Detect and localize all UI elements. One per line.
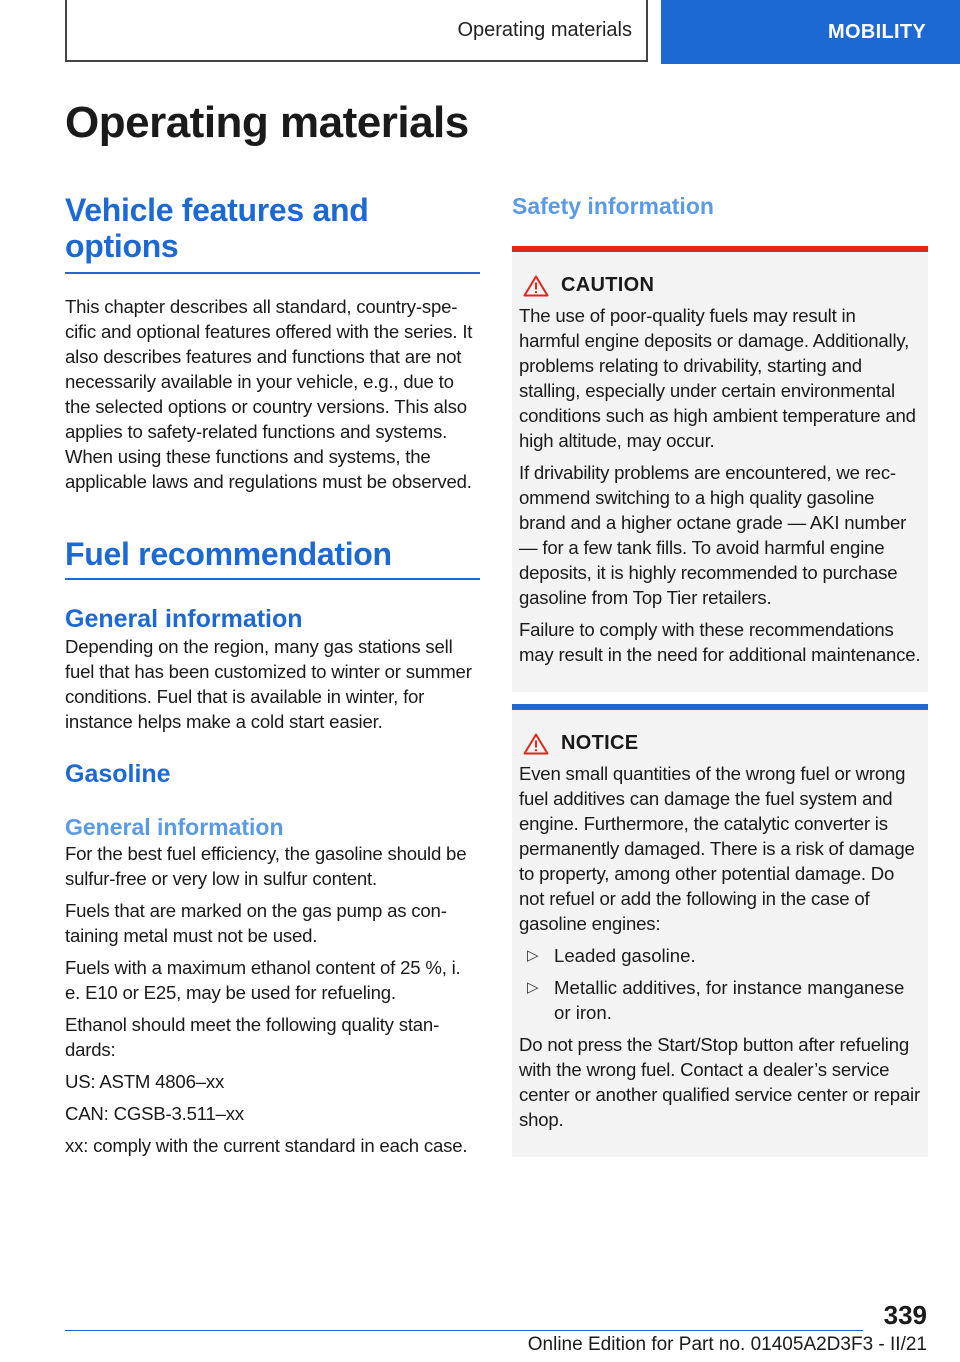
gasoline-paragraph: Ethanol should meet the following quality standards: — [65, 1014, 440, 1060]
notice-outro: Do not press the Start/Stop button after refueling with the wrong fuel. Contact a dealer’s service center or another qualified service center or repair shop. — [519, 1034, 920, 1130]
gasoline-paragraph: CAN: CGSB-3.511–xx — [65, 1103, 244, 1124]
caution-label: CAUTION — [561, 274, 655, 296]
page-title: Operating materials — [65, 98, 469, 147]
gasoline-paragraph: For the best fuel efficiency, the gasoline should be sulfur-free or very low in sulfur content. — [65, 843, 467, 889]
caution-header — [519, 274, 921, 297]
safety-information-heading: Safety information — [512, 193, 714, 219]
header-section-label: Operating materials — [457, 18, 632, 41]
gasoline-general-heading: General information — [65, 814, 284, 840]
caution-box — [512, 246, 928, 692]
gasoline-heading: Gasoline — [65, 760, 171, 788]
list-item-text: Metallic additives, for instance manganese or iron. — [554, 977, 905, 1023]
header-tab-mobility[interactable] — [661, 0, 960, 64]
gasoline-paragraph: Fuels that are marked on the gas pump as containing metal must not be used. — [65, 900, 447, 946]
features-heading: Vehicle features and options — [65, 192, 369, 264]
fuel-recommendation-heading: Fuel recommendation — [65, 536, 392, 572]
left-column — [65, 192, 480, 1165]
caution-paragraph: Failure to comply with these recommendations may result in the need for additional maintenance. — [519, 619, 921, 665]
general-information-text: Depending on the region, many gas stations sell fuel that has been customized to winter or summer conditions. Fuel that is available in winter, for instance helps make a cold start easier. — [65, 636, 472, 732]
gasoline-paragraph: US: ASTM 4806–xx — [65, 1071, 225, 1092]
features-rule — [65, 272, 480, 274]
list-item — [519, 975, 921, 1025]
header-section-box — [65, 0, 648, 62]
caution-paragraph: The use of poor-quality fuels may result in harmful engine deposits or damage. Additionally, problems relating to drivability, starting and stalling, especially under certain environmental conditions such as high ambient temperature and high altitude, may occur. — [519, 305, 916, 451]
gasoline-paragraph: Fuels with a maximum ethanol content of 25 %, i. e. E10 or E25, may be used for refueling. — [65, 957, 461, 1003]
footer-edition: Online Edition for Part no. 01405A2D3F3 - II/21 — [527, 1334, 927, 1355]
bullet-triangle-icon: ▷ — [527, 947, 539, 964]
gasoline-paragraph: xx: comply with the current standard in each case. — [65, 1135, 468, 1156]
footer-rule — [65, 1330, 863, 1331]
notice-header — [519, 732, 921, 755]
right-column — [512, 192, 928, 1157]
general-information-heading: General information — [65, 605, 303, 633]
list-item — [519, 943, 921, 968]
notice-label: NOTICE — [561, 732, 639, 754]
bullet-triangle-icon: ▷ — [527, 979, 539, 996]
notice-box — [512, 704, 928, 1157]
warning-triangle-icon — [523, 733, 549, 755]
fuel-rule — [65, 578, 480, 580]
page-number: 339 — [883, 1300, 927, 1330]
features-text: This chapter describes all standard, country-specific and optional features offered with the series. It also describes features and functions that are not necessarily available in your vehicle, e.g., due to the selected options or country versions. This also applies to safety-related functions and systems. When using these functions and systems, the applicable laws and regulations must be observed. — [65, 296, 473, 492]
header-tab-label: MOBILITY — [828, 20, 926, 43]
list-item-text: Leaded gasoline. — [554, 945, 696, 966]
notice-intro: Even small quantities of the wrong fuel or wrong fuel additives can damage the fuel system and engine. Furthermore, the catalytic converter is permanently damaged. There is a risk of damage to property, among other potential damage. Do not refuel or add the following in the case of gasoline engines: — [519, 763, 915, 934]
warning-triangle-icon — [523, 275, 549, 297]
caution-paragraph: If drivability problems are encountered, we recommend switching to a high quality gasoline brand and a higher octane grade — AKI number — for a few tank fills. To avoid harmful engine deposits, it is highly recommended to purchase gasoline from Top Tier retailers. — [519, 462, 907, 608]
